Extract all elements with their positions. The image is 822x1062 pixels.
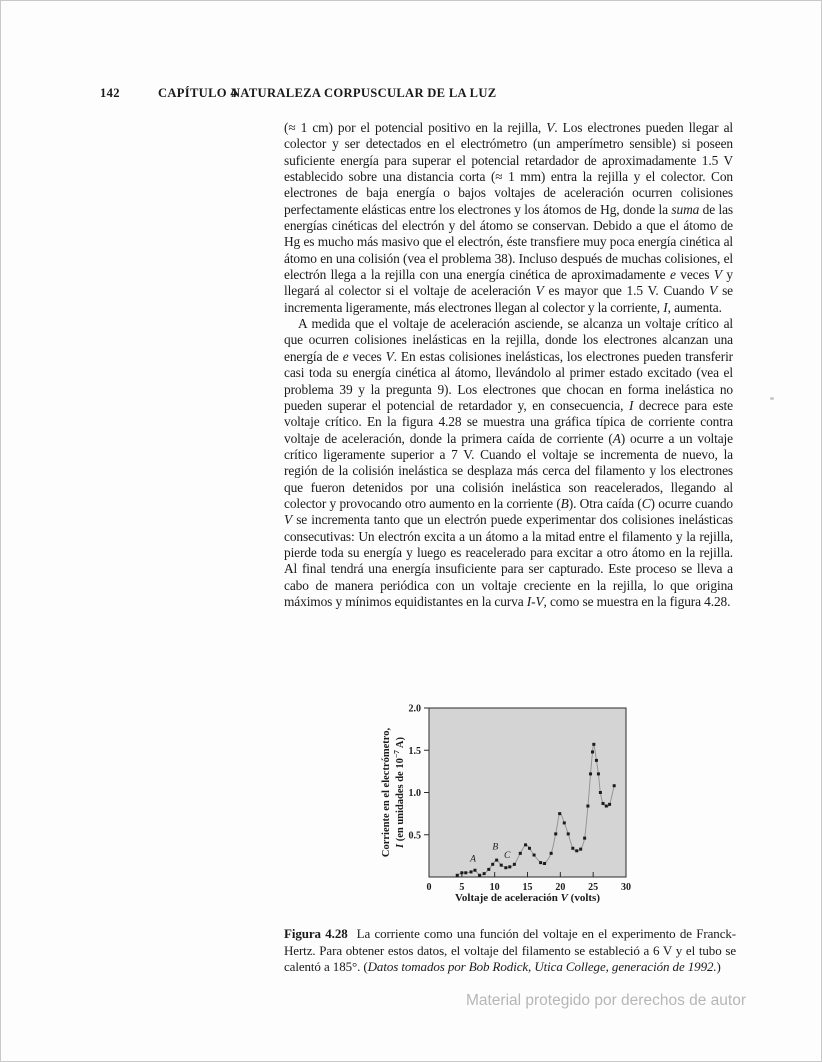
y-axis (409, 704, 430, 842)
svg-text:25: 25 (588, 882, 599, 893)
annotation-A: A (470, 854, 476, 865)
annotation-B: B (492, 842, 499, 853)
svg-text:0.5: 0.5 (408, 830, 421, 842)
figure-caption-text: La corriente como una función del voltaje en el experimento de Franck-Hertz. Para obtener estos datos, el voltaje del filamento se estableció a 6 V y el tubo se calentó a 185°. (Datos tomados por Bob Rodick, Utica College, generación de 1992.) (284, 926, 736, 975)
scan-speck (770, 397, 774, 400)
x-axis-label: Voltaje de aceleración V (volts) (454, 892, 601, 904)
chapter-label: CAPÍTULO 4 (158, 86, 237, 100)
y-axis-label-line2: I (en unidades de $10^{-7}$ A) (392, 736, 406, 849)
svg-text:20: 20 (555, 882, 566, 893)
figure-4-28 (373, 701, 665, 909)
figure-caption-label: Figura 4.28 (284, 926, 348, 941)
svg-text:5: 5 (459, 882, 465, 893)
svg-text:1.0: 1.0 (408, 788, 421, 799)
paragraph-2: A medida que el voltaje de aceleración asciende, se alcanza un voltaje crítico al que ocurren colisiones inelásticas en la rejilla, donde los electrones alcanzan una energía de e veces V. En estas colisiones inelásticas, los electrones pueden transferir casi toda su energía cinética al átomo, llevándolo al primer estado excitado (vea el problema 39 y la pregunta 9). Los electrones que chocan en forma inelástica no pueden superar el potencial de retardador y, en consecuencia, I decrece para este voltaje crítico. En la figura 4.28 se muestra una gráfica típica de corriente contra voltaje de aceleración, donde la primera caída de corriente (A) ocurre a un voltaje crítico ligeramente superior a 7 V. Cuando el voltaje se incrementa de nuevo, la región de la colisión inelástica se desplaza más cerca del filamento y los electrones que fueron detenidos por una colisión inelástica son reacelerados, llegando al colector y provocando otro aumento en la corriente (B). Otra caída (C) ocurre cuando V se incrementa tanto que un electrón puede experimentar dos colisiones inelásticas consecutivas: Un electrón excita a un átomo a la mitad entre el filamento y la rejilla, pierde toda su energía y luego es reacelerado para excitar a otro átomo en la rejilla. Al final tendrá una energía insuficiente para ser capturado. Este proceso se lleva a cabo de manera periódica con un voltaje creciente en la rejilla, lo que origina máximos y mínimos equidistantes en la curva I-V, como se muestra en la figura 4.28. (284, 316, 734, 609)
copyright-watermark: Material protegido por derechos de autor (465, 992, 746, 1009)
svg-text:30: 30 (621, 882, 631, 893)
svg-text:10: 10 (489, 882, 500, 893)
svg-text:2.0: 2.0 (408, 703, 421, 715)
annotation-C: C (503, 851, 511, 862)
paragraph-1: (≈ 1 cm) por el potencial positivo en la rejilla, V. Los electrones pueden llegar al colector y ser detectados en el electrómetro (un amperímetro sensible) si poseen suficiente energía para superar el potencial retardador de aproximadamente 1.5 V establecido sobre una distancia corta (≈ 1 mm) entra la rejilla y el colector. Con electrones de baja energía o bajos voltajes de aceleración ocurren colisiones perfectamente elásticas entre los electrones y los átomos de Hg, donde la suma de las energías cinéticas del electrón y del átomo se conservan. Debido a que el átomo de Hg es mucho más masivo que el electrón, éste transfiere muy poca energía cinética al átomo en una colisión (vea el problema 38). Incluso después de muchas colisiones, el electrón llega a la rejilla con una energía cinética de aproximadamente e veces V y llegará al colector si el voltaje de aceleración V es mayor que 1.5 V. Cuando V se incrementa ligeramente, más electrones llegan al colector y la corriente, I, aumenta. (284, 120, 734, 315)
chapter-title: NATURALEZA CORPUSCULAR DE LA LUZ (231, 86, 497, 100)
svg-text:15: 15 (522, 882, 533, 893)
running-head (1, 86, 821, 104)
franck-hertz-chart (373, 701, 665, 909)
page-number: 142 (100, 86, 120, 100)
plot-area (429, 708, 626, 877)
y-axis-label-line1: Corriente en el electrómetro, (381, 727, 392, 858)
svg-text:1.5: 1.5 (408, 745, 421, 757)
body-text (284, 120, 733, 610)
svg-text:0: 0 (426, 882, 432, 893)
figure-caption (284, 926, 736, 976)
